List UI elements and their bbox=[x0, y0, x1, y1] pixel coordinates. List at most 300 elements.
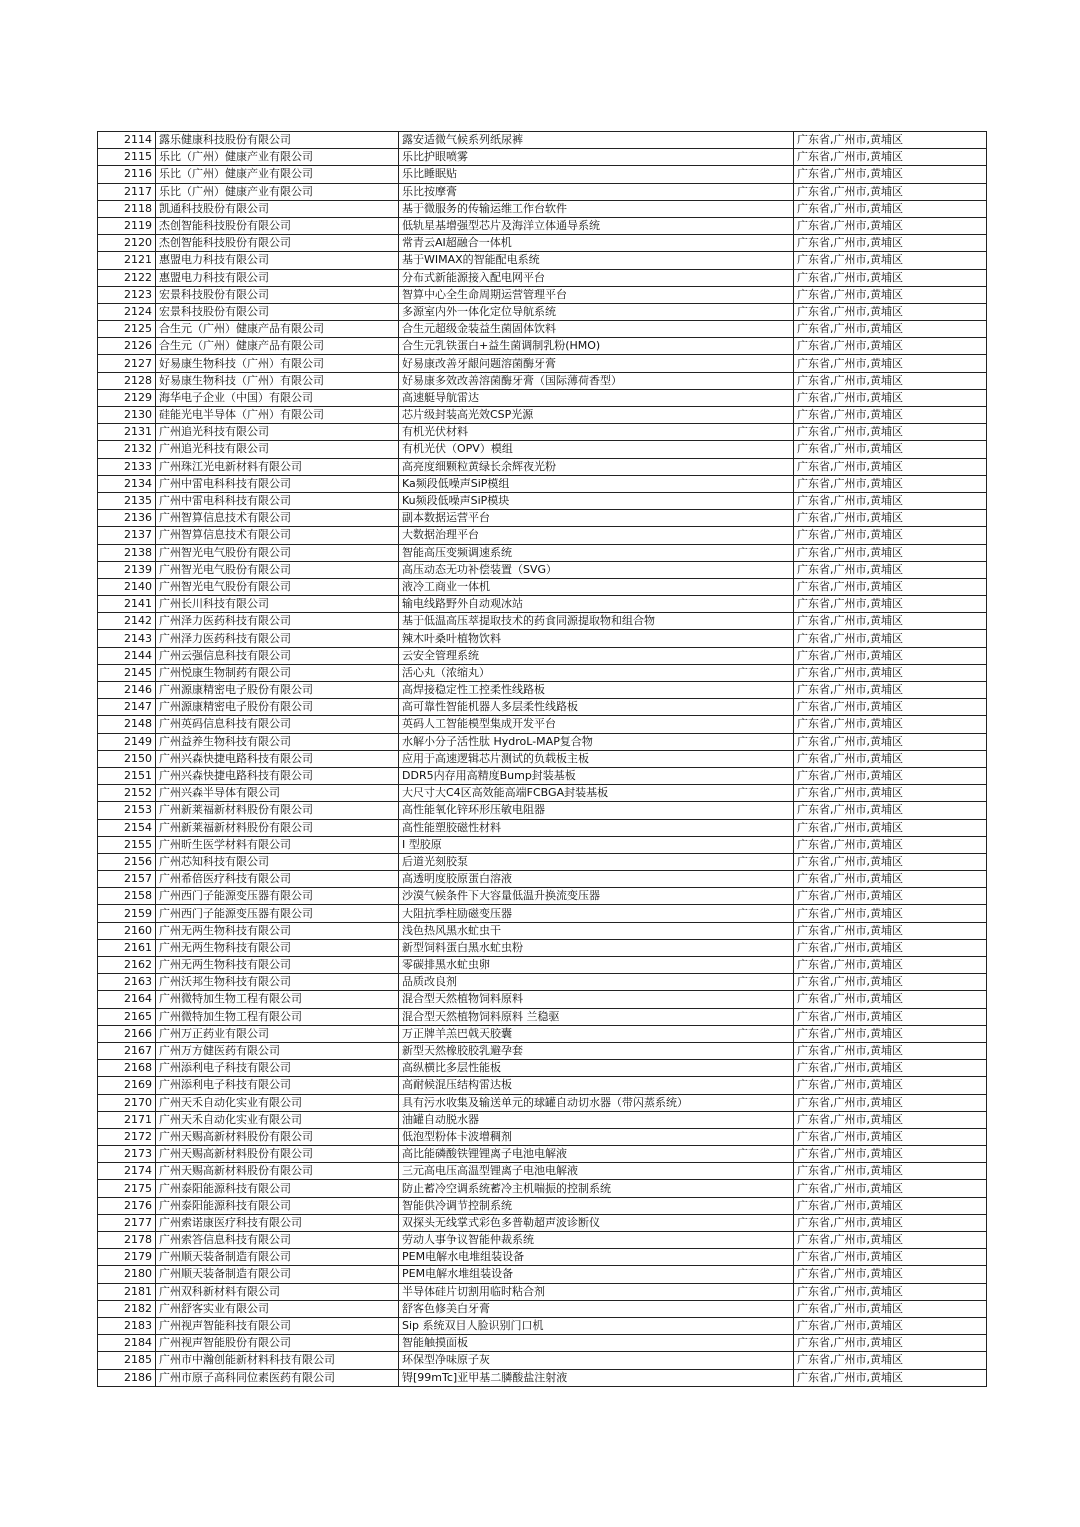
product-name-cell: 高性能氧化锌环形压敏电阻器 bbox=[399, 802, 794, 819]
company-name-cell: 广州芯知科技有限公司 bbox=[156, 853, 399, 870]
region-cell: 广东省,广州市,黄埔区 bbox=[794, 1283, 987, 1300]
product-name-cell: 后道光刻胶泵 bbox=[399, 853, 794, 870]
product-name-cell: 新型饲料蛋白黑水虻虫粉 bbox=[399, 939, 794, 956]
table-row bbox=[98, 561, 987, 578]
region-cell: 广东省,广州市,黄埔区 bbox=[794, 905, 987, 922]
company-name-cell: 广州英码信息科技有限公司 bbox=[156, 716, 399, 733]
row-number-cell: 2117 bbox=[98, 183, 156, 200]
row-number-cell: 2140 bbox=[98, 578, 156, 595]
company-name-cell: 广州悦康生物制药有限公司 bbox=[156, 664, 399, 681]
company-name-cell: 惠盟电力科技有限公司 bbox=[156, 269, 399, 286]
region-cell: 广东省,广州市,黄埔区 bbox=[794, 235, 987, 252]
table-row bbox=[98, 974, 987, 991]
row-number-cell: 2164 bbox=[98, 991, 156, 1008]
table-row bbox=[98, 767, 987, 784]
company-name-cell: 广州天赐高新材料股份有限公司 bbox=[156, 1146, 399, 1163]
row-number-cell: 2183 bbox=[98, 1317, 156, 1334]
product-name-cell: 合生元乳铁蛋白+益生菌调制乳粉(HMO) bbox=[399, 338, 794, 355]
product-name-cell: 智能触摸面板 bbox=[399, 1335, 794, 1352]
table-row bbox=[98, 1042, 987, 1059]
product-name-cell: 乐比按摩膏 bbox=[399, 183, 794, 200]
row-number-cell: 2122 bbox=[98, 269, 156, 286]
region-cell: 广东省,广州市,黄埔区 bbox=[794, 957, 987, 974]
company-name-cell: 露乐健康科技股份有限公司 bbox=[156, 132, 399, 149]
row-number-cell: 2173 bbox=[98, 1146, 156, 1163]
row-number-cell: 2176 bbox=[98, 1197, 156, 1214]
table-row bbox=[98, 286, 987, 303]
region-cell: 广东省,广州市,黄埔区 bbox=[794, 527, 987, 544]
company-name-cell: 广州珠江光电新材料有限公司 bbox=[156, 458, 399, 475]
region-cell: 广东省,广州市,黄埔区 bbox=[794, 1266, 987, 1283]
company-name-cell: 宏景科技股份有限公司 bbox=[156, 303, 399, 320]
product-name-cell: 高透明度胶原蛋白溶液 bbox=[399, 871, 794, 888]
company-name-cell: 广州追光科技有限公司 bbox=[156, 441, 399, 458]
row-number-cell: 2181 bbox=[98, 1283, 156, 1300]
region-cell: 广东省,广州市,黄埔区 bbox=[794, 1300, 987, 1317]
company-name-cell: 广州市原子高科同位素医药有限公司 bbox=[156, 1369, 399, 1386]
product-name-cell: 辣木叶桑叶植物饮料 bbox=[399, 630, 794, 647]
company-name-cell: 广州万正药业有限公司 bbox=[156, 1025, 399, 1042]
row-number-cell: 2147 bbox=[98, 699, 156, 716]
product-name-cell: 水解小分子活性肽 HydroL-MAP复合物 bbox=[399, 733, 794, 750]
company-name-cell: 广州无两生物科技有限公司 bbox=[156, 957, 399, 974]
row-number-cell: 2118 bbox=[98, 200, 156, 217]
company-name-cell: 广州泽力医药科技有限公司 bbox=[156, 630, 399, 647]
table-row bbox=[98, 1128, 987, 1145]
row-number-cell: 2125 bbox=[98, 321, 156, 338]
row-number-cell: 2168 bbox=[98, 1060, 156, 1077]
product-name-cell: PEM电解水堆组装设备 bbox=[399, 1266, 794, 1283]
table-row bbox=[98, 441, 987, 458]
region-cell: 广东省,广州市,黄埔区 bbox=[794, 1335, 987, 1352]
row-number-cell: 2151 bbox=[98, 767, 156, 784]
table-row bbox=[98, 1060, 987, 1077]
company-name-cell: 硅能光电半导体（广州）有限公司 bbox=[156, 407, 399, 424]
region-cell: 广东省,广州市,黄埔区 bbox=[794, 699, 987, 716]
table-row bbox=[98, 424, 987, 441]
region-cell: 广东省,广州市,黄埔区 bbox=[794, 1214, 987, 1231]
row-number-cell: 2129 bbox=[98, 389, 156, 406]
company-name-cell: 广州中雷电科科技有限公司 bbox=[156, 475, 399, 492]
region-cell: 广东省,广州市,黄埔区 bbox=[794, 647, 987, 664]
product-name-cell: 乐比护眼喷雾 bbox=[399, 149, 794, 166]
row-number-cell: 2157 bbox=[98, 871, 156, 888]
row-number-cell: 2153 bbox=[98, 802, 156, 819]
row-number-cell: 2179 bbox=[98, 1249, 156, 1266]
company-name-cell: 广州兴森快捷电路科技有限公司 bbox=[156, 767, 399, 784]
region-cell: 广东省,广州市,黄埔区 bbox=[794, 682, 987, 699]
region-cell: 广东省,广州市,黄埔区 bbox=[794, 1146, 987, 1163]
table-row bbox=[98, 407, 987, 424]
company-name-cell: 凯通科技股份有限公司 bbox=[156, 200, 399, 217]
product-name-cell: 低泡型粉体卡波增稠剂 bbox=[399, 1128, 794, 1145]
region-cell: 广东省,广州市,黄埔区 bbox=[794, 1128, 987, 1145]
region-cell: 广东省,广州市,黄埔区 bbox=[794, 613, 987, 630]
table-row bbox=[98, 321, 987, 338]
company-name-cell: 广州添利电子科技有限公司 bbox=[156, 1060, 399, 1077]
table-row bbox=[98, 338, 987, 355]
company-name-cell: 广州智算信息技术有限公司 bbox=[156, 527, 399, 544]
company-name-cell: 惠盟电力科技有限公司 bbox=[156, 252, 399, 269]
product-name-cell: PEM电解水电堆组装设备 bbox=[399, 1249, 794, 1266]
table-row bbox=[98, 596, 987, 613]
row-number-cell: 2155 bbox=[98, 836, 156, 853]
company-name-cell: 广州智光电气股份有限公司 bbox=[156, 561, 399, 578]
product-name-cell: 大数据治理平台 bbox=[399, 527, 794, 544]
region-cell: 广东省,广州市,黄埔区 bbox=[794, 1232, 987, 1249]
region-cell: 广东省,广州市,黄埔区 bbox=[794, 132, 987, 149]
product-name-cell: 高比能磷酸铁锂锂离子电池电解液 bbox=[399, 1146, 794, 1163]
company-name-cell: 广州源康精密电子股份有限公司 bbox=[156, 699, 399, 716]
company-name-cell: 广州双科新材料有限公司 bbox=[156, 1283, 399, 1300]
region-cell: 广东省,广州市,黄埔区 bbox=[794, 544, 987, 561]
row-number-cell: 2186 bbox=[98, 1369, 156, 1386]
region-cell: 广东省,广州市,黄埔区 bbox=[794, 1008, 987, 1025]
product-name-cell: 好易康多效改善溶菌酶牙膏（国际薄荷香型） bbox=[399, 372, 794, 389]
region-cell: 广东省,广州市,黄埔区 bbox=[794, 1042, 987, 1059]
region-cell: 广东省,广州市,黄埔区 bbox=[794, 888, 987, 905]
row-number-cell: 2115 bbox=[98, 149, 156, 166]
row-number-cell: 2172 bbox=[98, 1128, 156, 1145]
company-name-cell: 广州昕生医学材料有限公司 bbox=[156, 836, 399, 853]
region-cell: 广东省,广州市,黄埔区 bbox=[794, 1060, 987, 1077]
region-cell: 广东省,广州市,黄埔区 bbox=[794, 1249, 987, 1266]
product-name-cell: 半导体硅片切割用临时粘合剂 bbox=[399, 1283, 794, 1300]
row-number-cell: 2114 bbox=[98, 132, 156, 149]
table-row bbox=[98, 922, 987, 939]
product-name-cell: 混合型天然植物饲料原料 兰稳驱 bbox=[399, 1008, 794, 1025]
company-name-cell: 广州顺天装备制造有限公司 bbox=[156, 1249, 399, 1266]
region-cell: 广东省,广州市,黄埔区 bbox=[794, 819, 987, 836]
product-name-cell: 有机光伏（OPV）模组 bbox=[399, 441, 794, 458]
row-number-cell: 2154 bbox=[98, 819, 156, 836]
region-cell: 广东省,广州市,黄埔区 bbox=[794, 596, 987, 613]
product-table bbox=[97, 131, 987, 1387]
region-cell: 广东省,广州市,黄埔区 bbox=[794, 458, 987, 475]
table-row bbox=[98, 372, 987, 389]
table-row bbox=[98, 819, 987, 836]
row-number-cell: 2131 bbox=[98, 424, 156, 441]
table-row bbox=[98, 1008, 987, 1025]
product-name-cell: 高焊接稳定性工控柔性线路板 bbox=[399, 682, 794, 699]
row-number-cell: 2170 bbox=[98, 1094, 156, 1111]
row-number-cell: 2163 bbox=[98, 974, 156, 991]
product-name-cell: 劳动人事争议智能仲裁系统 bbox=[399, 1232, 794, 1249]
product-name-cell: 常青云AI超融合一体机 bbox=[399, 235, 794, 252]
region-cell: 广东省,广州市,黄埔区 bbox=[794, 1197, 987, 1214]
company-name-cell: 广州源康精密电子股份有限公司 bbox=[156, 682, 399, 699]
table-row bbox=[98, 905, 987, 922]
table-row bbox=[98, 871, 987, 888]
table-row bbox=[98, 699, 987, 716]
region-cell: 广东省,广州市,黄埔区 bbox=[794, 1111, 987, 1128]
product-name-cell: 大阻抗季柱励磁变压器 bbox=[399, 905, 794, 922]
company-name-cell: 广州西门子能源变压器有限公司 bbox=[156, 905, 399, 922]
row-number-cell: 2127 bbox=[98, 355, 156, 372]
row-number-cell: 2174 bbox=[98, 1163, 156, 1180]
table-row bbox=[98, 853, 987, 870]
product-name-cell: 输电线路野外自动观冰站 bbox=[399, 596, 794, 613]
table-row bbox=[98, 269, 987, 286]
region-cell: 广东省,广州市,黄埔区 bbox=[794, 1352, 987, 1369]
product-name-cell: 智能高压变频调速系统 bbox=[399, 544, 794, 561]
row-number-cell: 2124 bbox=[98, 303, 156, 320]
company-name-cell: 广州舒客实业有限公司 bbox=[156, 1300, 399, 1317]
region-cell: 广东省,广州市,黄埔区 bbox=[794, 286, 987, 303]
table-row bbox=[98, 303, 987, 320]
region-cell: 广东省,广州市,黄埔区 bbox=[794, 561, 987, 578]
region-cell: 广东省,广州市,黄埔区 bbox=[794, 389, 987, 406]
product-name-cell: 基于WIMAX的智能配电系统 bbox=[399, 252, 794, 269]
product-name-cell: 品质改良剂 bbox=[399, 974, 794, 991]
company-name-cell: 广州沃邦生物科技有限公司 bbox=[156, 974, 399, 991]
product-name-cell: 智算中心全生命周期运营管理平台 bbox=[399, 286, 794, 303]
product-name-cell: 混合型天然植物饲料原料 bbox=[399, 991, 794, 1008]
company-name-cell: 广州万方健医药有限公司 bbox=[156, 1042, 399, 1059]
region-cell: 广东省,广州市,黄埔区 bbox=[794, 424, 987, 441]
region-cell: 广东省,广州市,黄埔区 bbox=[794, 355, 987, 372]
table-row bbox=[98, 578, 987, 595]
company-name-cell: 广州天禾自动化实业有限公司 bbox=[156, 1094, 399, 1111]
company-name-cell: 广州长川科技有限公司 bbox=[156, 596, 399, 613]
company-name-cell: 广州天禾自动化实业有限公司 bbox=[156, 1111, 399, 1128]
region-cell: 广东省,广州市,黄埔区 bbox=[794, 321, 987, 338]
product-name-cell: 应用于高速逻辑芯片测试的负载板主板 bbox=[399, 750, 794, 767]
product-name-cell: 活心丸（浓缩丸） bbox=[399, 664, 794, 681]
row-number-cell: 2167 bbox=[98, 1042, 156, 1059]
region-cell: 广东省,广州市,黄埔区 bbox=[794, 1163, 987, 1180]
region-cell: 广东省,广州市,黄埔区 bbox=[794, 991, 987, 1008]
row-number-cell: 2185 bbox=[98, 1352, 156, 1369]
row-number-cell: 2180 bbox=[98, 1266, 156, 1283]
row-number-cell: 2126 bbox=[98, 338, 156, 355]
company-name-cell: 广州视声智能科技有限公司 bbox=[156, 1317, 399, 1334]
row-number-cell: 2116 bbox=[98, 166, 156, 183]
company-name-cell: 广州微特加生物工程有限公司 bbox=[156, 1008, 399, 1025]
table-row bbox=[98, 630, 987, 647]
product-name-cell: 云安全管理系统 bbox=[399, 647, 794, 664]
row-number-cell: 2149 bbox=[98, 733, 156, 750]
product-name-cell: 低轨星基增强型芯片及海洋立体通导系统 bbox=[399, 217, 794, 234]
region-cell: 广东省,广州市,黄埔区 bbox=[794, 802, 987, 819]
row-number-cell: 2120 bbox=[98, 235, 156, 252]
region-cell: 广东省,广州市,黄埔区 bbox=[794, 149, 987, 166]
product-name-cell: 副本数据运营平台 bbox=[399, 510, 794, 527]
company-name-cell: 合生元（广州）健康产品有限公司 bbox=[156, 321, 399, 338]
region-cell: 广东省,广州市,黄埔区 bbox=[794, 372, 987, 389]
company-name-cell: 广州新莱福新材料股份有限公司 bbox=[156, 819, 399, 836]
region-cell: 广东省,广州市,黄埔区 bbox=[794, 338, 987, 355]
company-name-cell: 广州市中瀚创能新材料科技有限公司 bbox=[156, 1352, 399, 1369]
product-name-cell: 乐比睡眠贴 bbox=[399, 166, 794, 183]
company-name-cell: 广州添利电子科技有限公司 bbox=[156, 1077, 399, 1094]
product-name-cell: 舒客色修美白牙膏 bbox=[399, 1300, 794, 1317]
company-name-cell: 广州泰阳能源科技有限公司 bbox=[156, 1197, 399, 1214]
table-row bbox=[98, 458, 987, 475]
region-cell: 广东省,广州市,黄埔区 bbox=[794, 767, 987, 784]
company-name-cell: 好易康生物科技（广州）有限公司 bbox=[156, 372, 399, 389]
row-number-cell: 2130 bbox=[98, 407, 156, 424]
region-cell: 广东省,广州市,黄埔区 bbox=[794, 939, 987, 956]
company-name-cell: 广州索诺康医疗科技有限公司 bbox=[156, 1214, 399, 1231]
table-row bbox=[98, 750, 987, 767]
table-row bbox=[98, 510, 987, 527]
product-name-cell: Ku频段低噪声SiP模块 bbox=[399, 492, 794, 509]
table-row bbox=[98, 1163, 987, 1180]
company-name-cell: 广州视声智能股份有限公司 bbox=[156, 1335, 399, 1352]
region-cell: 广东省,广州市,黄埔区 bbox=[794, 716, 987, 733]
company-name-cell: 广州中雷电科科技有限公司 bbox=[156, 492, 399, 509]
region-cell: 广东省,广州市,黄埔区 bbox=[794, 630, 987, 647]
row-number-cell: 2141 bbox=[98, 596, 156, 613]
region-cell: 广东省,广州市,黄埔区 bbox=[794, 183, 987, 200]
table-row bbox=[98, 647, 987, 664]
row-number-cell: 2156 bbox=[98, 853, 156, 870]
region-cell: 广东省,广州市,黄埔区 bbox=[794, 750, 987, 767]
region-cell: 广东省,广州市,黄埔区 bbox=[794, 578, 987, 595]
row-number-cell: 2166 bbox=[98, 1025, 156, 1042]
table-row bbox=[98, 939, 987, 956]
company-name-cell: 广州天赐高新材料股份有限公司 bbox=[156, 1128, 399, 1145]
region-cell: 广东省,广州市,黄埔区 bbox=[794, 510, 987, 527]
table-row bbox=[98, 802, 987, 819]
product-name-cell: 多源室内外一体化定位导航系统 bbox=[399, 303, 794, 320]
region-cell: 广东省,广州市,黄埔区 bbox=[794, 269, 987, 286]
table-row bbox=[98, 1300, 987, 1317]
region-cell: 广东省,广州市,黄埔区 bbox=[794, 200, 987, 217]
table-row bbox=[98, 1352, 987, 1369]
region-cell: 广东省,广州市,黄埔区 bbox=[794, 1369, 987, 1386]
table-row bbox=[98, 1266, 987, 1283]
region-cell: 广东省,广州市,黄埔区 bbox=[794, 252, 987, 269]
table-row bbox=[98, 544, 987, 561]
company-name-cell: 广州泰阳能源科技有限公司 bbox=[156, 1180, 399, 1197]
region-cell: 广东省,广州市,黄埔区 bbox=[794, 922, 987, 939]
company-name-cell: 广州索答信息科技有限公司 bbox=[156, 1232, 399, 1249]
row-number-cell: 2142 bbox=[98, 613, 156, 630]
region-cell: 广东省,广州市,黄埔区 bbox=[794, 785, 987, 802]
row-number-cell: 2184 bbox=[98, 1335, 156, 1352]
product-name-cell: 高亮度细颗粒黄绿长余辉夜光粉 bbox=[399, 458, 794, 475]
region-cell: 广东省,广州市,黄埔区 bbox=[794, 166, 987, 183]
company-name-cell: 广州无两生物科技有限公司 bbox=[156, 922, 399, 939]
row-number-cell: 2148 bbox=[98, 716, 156, 733]
region-cell: 广东省,广州市,黄埔区 bbox=[794, 303, 987, 320]
table-row bbox=[98, 1232, 987, 1249]
company-name-cell: 杰创智能科技股份有限公司 bbox=[156, 235, 399, 252]
row-number-cell: 2169 bbox=[98, 1077, 156, 1094]
company-name-cell: 广州西门子能源变压器有限公司 bbox=[156, 888, 399, 905]
table-row bbox=[98, 957, 987, 974]
region-cell: 广东省,广州市,黄埔区 bbox=[794, 1317, 987, 1334]
table-row bbox=[98, 785, 987, 802]
table-row bbox=[98, 836, 987, 853]
region-cell: 广东省,广州市,黄埔区 bbox=[794, 492, 987, 509]
table-row bbox=[98, 235, 987, 252]
table-row bbox=[98, 888, 987, 905]
company-name-cell: 广州无两生物科技有限公司 bbox=[156, 939, 399, 956]
company-name-cell: 广州天赐高新材料股份有限公司 bbox=[156, 1163, 399, 1180]
row-number-cell: 2133 bbox=[98, 458, 156, 475]
table-row bbox=[98, 1111, 987, 1128]
table-row bbox=[98, 389, 987, 406]
table-row bbox=[98, 149, 987, 166]
company-name-cell: 广州智光电气股份有限公司 bbox=[156, 578, 399, 595]
product-list-sheet bbox=[97, 131, 973, 1387]
company-name-cell: 广州新莱福新材料股份有限公司 bbox=[156, 802, 399, 819]
product-name-cell: 万正牌羊羔巴戟天胶囊 bbox=[399, 1025, 794, 1042]
row-number-cell: 2123 bbox=[98, 286, 156, 303]
table-row bbox=[98, 1077, 987, 1094]
company-name-cell: 合生元（广州）健康产品有限公司 bbox=[156, 338, 399, 355]
table-row bbox=[98, 716, 987, 733]
product-name-cell: I 型胶原 bbox=[399, 836, 794, 853]
product-name-cell: 高性能塑胶磁性材料 bbox=[399, 819, 794, 836]
table-row bbox=[98, 1094, 987, 1111]
row-number-cell: 2171 bbox=[98, 1111, 156, 1128]
table-row bbox=[98, 252, 987, 269]
product-name-cell: 高耐候混压结构雷达板 bbox=[399, 1077, 794, 1094]
row-number-cell: 2145 bbox=[98, 664, 156, 681]
company-name-cell: 广州希倍医疗科技有限公司 bbox=[156, 871, 399, 888]
company-name-cell: 乐比（广州）健康产业有限公司 bbox=[156, 166, 399, 183]
product-name-cell: 环保型净味原子灰 bbox=[399, 1352, 794, 1369]
company-name-cell: 广州兴森快捷电路科技有限公司 bbox=[156, 750, 399, 767]
product-name-cell: 零碳排黑水虻虫卵 bbox=[399, 957, 794, 974]
product-name-cell: 好易康改善牙龈问题溶菌酶牙膏 bbox=[399, 355, 794, 372]
product-name-cell: 大尺寸大C4区高效能高端FCBGA封装基板 bbox=[399, 785, 794, 802]
region-cell: 广东省,广州市,黄埔区 bbox=[794, 1094, 987, 1111]
region-cell: 广东省,广州市,黄埔区 bbox=[794, 475, 987, 492]
company-name-cell: 乐比（广州）健康产业有限公司 bbox=[156, 149, 399, 166]
row-number-cell: 2119 bbox=[98, 217, 156, 234]
company-name-cell: 广州兴森半导体有限公司 bbox=[156, 785, 399, 802]
table-row bbox=[98, 613, 987, 630]
product-name-cell: DDR5内存用高精度Bump封装基板 bbox=[399, 767, 794, 784]
product-name-cell: Sip 系统双目人脸识别门口机 bbox=[399, 1317, 794, 1334]
table-row bbox=[98, 1146, 987, 1163]
table-row bbox=[98, 132, 987, 149]
product-table-body bbox=[98, 132, 987, 1387]
row-number-cell: 2137 bbox=[98, 527, 156, 544]
company-name-cell: 宏景科技股份有限公司 bbox=[156, 286, 399, 303]
row-number-cell: 2138 bbox=[98, 544, 156, 561]
row-number-cell: 2165 bbox=[98, 1008, 156, 1025]
product-name-cell: 沙漠气候条件下大容量低温升换流变压器 bbox=[399, 888, 794, 905]
product-name-cell: 芯片级封装高光效CSP光源 bbox=[399, 407, 794, 424]
row-number-cell: 2152 bbox=[98, 785, 156, 802]
product-name-cell: 浅色热风黑水虻虫干 bbox=[399, 922, 794, 939]
product-name-cell: 基于低温高压萃提取技术的药食同源提取物和组合物 bbox=[399, 613, 794, 630]
product-name-cell: 三元高电压高温型锂离子电池电解液 bbox=[399, 1163, 794, 1180]
product-name-cell: 新型天然橡胶胶乳避孕套 bbox=[399, 1042, 794, 1059]
row-number-cell: 2178 bbox=[98, 1232, 156, 1249]
region-cell: 广东省,广州市,黄埔区 bbox=[794, 853, 987, 870]
table-row bbox=[98, 166, 987, 183]
row-number-cell: 2134 bbox=[98, 475, 156, 492]
region-cell: 广东省,广州市,黄埔区 bbox=[794, 836, 987, 853]
row-number-cell: 2159 bbox=[98, 905, 156, 922]
table-row bbox=[98, 1197, 987, 1214]
region-cell: 广东省,广州市,黄埔区 bbox=[794, 733, 987, 750]
region-cell: 广东省,广州市,黄埔区 bbox=[794, 407, 987, 424]
table-row bbox=[98, 991, 987, 1008]
region-cell: 广东省,广州市,黄埔区 bbox=[794, 974, 987, 991]
product-name-cell: 防止蓄冷空调系统蓄冷主机喘振的控制系统 bbox=[399, 1180, 794, 1197]
product-name-cell: 合生元超级金装益生菌固体饮料 bbox=[399, 321, 794, 338]
table-row bbox=[98, 1335, 987, 1352]
table-row bbox=[98, 355, 987, 372]
